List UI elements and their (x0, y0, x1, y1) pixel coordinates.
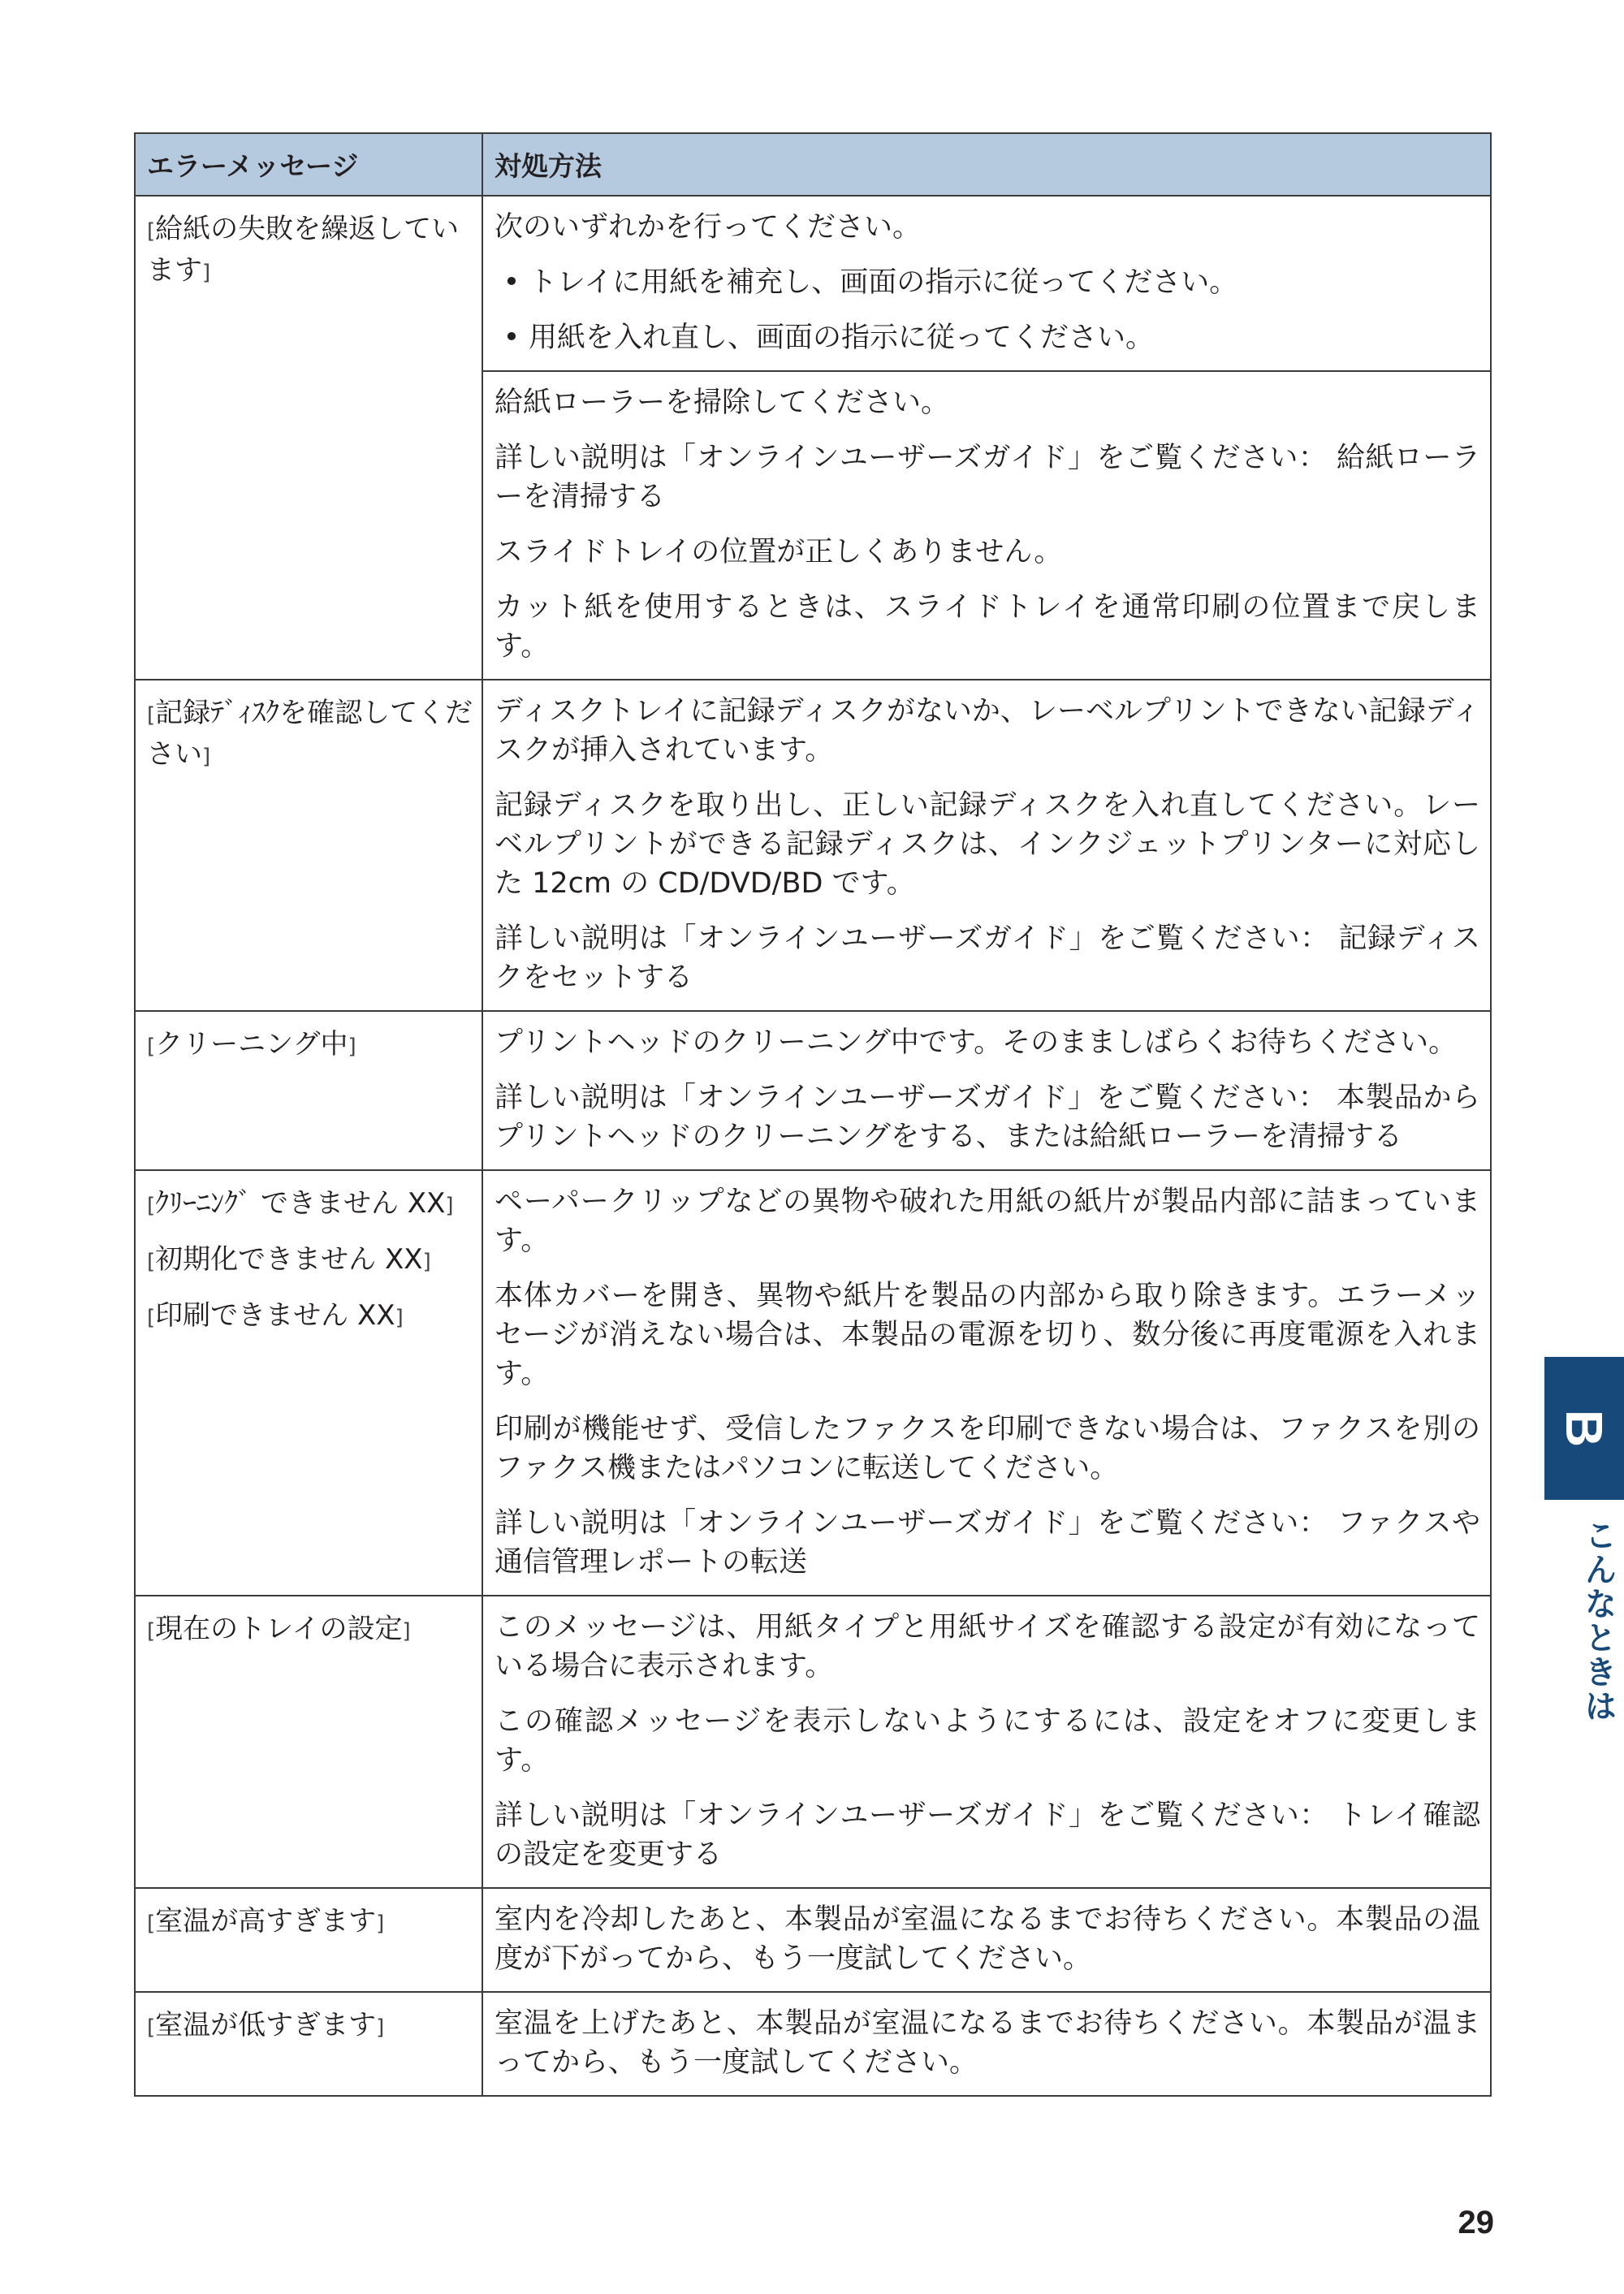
table-row (135, 1170, 1491, 1596)
header-solution: 対処方法 (482, 133, 1491, 196)
table-row (135, 680, 1491, 1011)
page-number: 29 (1458, 2205, 1494, 2240)
solution-text: 記録ディスクを取り出し、正しい記録ディスクを入れ直してください。レーベルプリントができる記録ディスクは、インクジェットプリンターに対応した 12cm の CD/DVD/BD です。 (495, 789, 1480, 900)
solution-bullet: • 用紙を入れ直し、画面の指示に従ってください。 (503, 322, 1155, 354)
solution-text: プリントヘッドのクリーニング中です。そのまましばらくお待ちください。 (495, 1026, 1458, 1059)
error-message: [現在のトレイの設定] (147, 1613, 411, 1645)
solution-text: 詳しい説明は「オンラインユーザーズガイド」をご覧ください： ファクスや通信管理レポートの転送 (495, 1507, 1480, 1579)
error-message-cell (135, 1596, 482, 1888)
solution-text: 室温を上げたあと、本製品が室温になるまでお待ちください。本製品が温まってから、もう一度試してください。 (495, 2007, 1480, 2079)
error-message-table (134, 132, 1492, 2097)
solution-cell (482, 1011, 1491, 1170)
solution-text: 詳しい説明は「オンラインユーザーズガイド」をご覧ください： トレイ確認の設定を変更する (495, 1799, 1480, 1871)
solution-text: 詳しい説明は「オンラインユーザーズガイド」をご覧ください： 給紙ローラーを清掃する (495, 442, 1480, 513)
chapter-letter: B (1555, 1409, 1613, 1448)
table-row (135, 196, 1491, 371)
table-row (135, 1992, 1491, 2096)
table-row (135, 1596, 1491, 1888)
solution-text: 室内を冷却したあと、本製品が室温になるまでお待ちください。本製品の温度が下がってから、もう一度試してください。 (495, 1903, 1480, 1975)
error-message: [クリーニング中] (147, 1028, 356, 1061)
solution-bullet: • トレイに用紙を補充し、画面の指示に従ってください。 (503, 266, 1238, 299)
solution-cell (482, 1170, 1491, 1596)
solution-text: 本体カバーを開き、異物や紙片を製品の内部から取り除きます。エラーメッセージが消えない場合は、本製品の電源を切り、数分後に再度電源を入れます。 (495, 1280, 1480, 1390)
error-message-cell (135, 1011, 482, 1170)
error-message: [記録ﾃﾞｨｽｸを確認してください] (147, 697, 473, 771)
solution-text: ディスクトレイに記録ディスクがないか、レーベルプリントできない記録ディスクが挿入されています。 (495, 695, 1480, 767)
error-message-cell (135, 1888, 482, 1992)
table-row (135, 1011, 1491, 1170)
solution-cell (482, 680, 1491, 1011)
chapter-label: こんなときは (1579, 1519, 1617, 1723)
solution-cell (482, 1992, 1491, 2096)
solution-cell (482, 371, 1491, 680)
solution-cell (482, 1888, 1491, 1992)
error-message: [ｸﾘｰﾆﾝｸﾞ できません XX] (147, 1187, 454, 1220)
error-message: [印刷できません XX] (147, 1299, 404, 1332)
solution-cell (482, 1596, 1491, 1888)
table-row (135, 1888, 1491, 1992)
error-message: [給紙の失敗を繰返しています] (147, 213, 460, 287)
error-message-cell (135, 680, 482, 1011)
error-message: [室温が高すぎます] (147, 1905, 385, 1938)
solution-text: 詳しい説明は「オンラインユーザーズガイド」をご覧ください： 記録ディスクをセットする (495, 922, 1480, 994)
solution-text: スライドトレイの位置が正しくありません。 (495, 536, 1063, 568)
chapter-tab (1544, 1357, 1624, 1500)
solution-text: この確認メッセージを表示しないようにするには、設定をオフに変更します。 (495, 1705, 1480, 1777)
error-message: [室温が低すぎます] (147, 2009, 385, 2041)
solution-text: カット紙を使用するときは、スライドトレイを通常印刷の位置まで戻します。 (495, 591, 1480, 663)
error-message-cell (135, 196, 482, 680)
error-message: [初期化できません XX] (147, 1243, 431, 1276)
error-message-cell (135, 1992, 482, 2096)
solution-text: 印刷が機能せず、受信したファクスを印刷できない場合は、ファクスを別のファクス機またはパソコンに転送してください。 (495, 1413, 1480, 1484)
solution-cell (482, 196, 1491, 371)
solution-text: このメッセージは、用紙タイプと用紙サイズを確認する設定が有効になっている場合に表示されます。 (495, 1611, 1480, 1683)
solution-text: ペーパークリップなどの異物や破れた用紙の紙片が製品内部に詰まっています。 (495, 1186, 1480, 1257)
header-error-message: エラーメッセージ (135, 133, 482, 196)
solution-text: 給紙ローラーを掃除してください。 (495, 387, 950, 419)
table-header-row (135, 133, 1491, 196)
solution-text: 詳しい説明は「オンラインユーザーズガイド」をご覧ください： 本製品からプリントヘッドのクリーニングをする、または給紙ローラーを清掃する (495, 1082, 1480, 1153)
error-message-cell (135, 1170, 482, 1596)
solution-text: 次のいずれかを行ってください。 (495, 211, 922, 244)
